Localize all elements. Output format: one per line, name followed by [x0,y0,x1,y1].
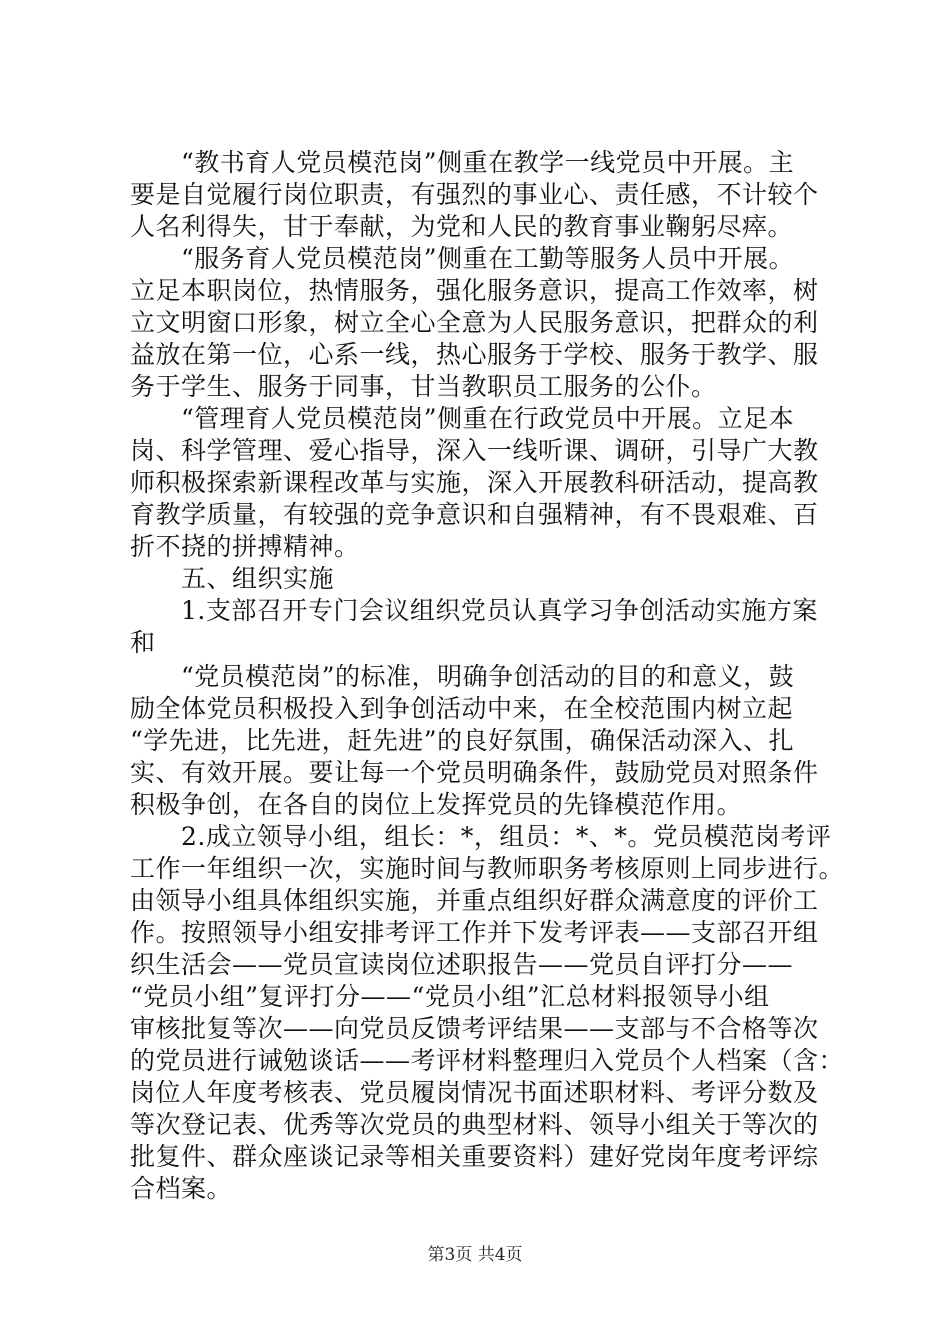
text-line: 积极争创，在各自的岗位上发挥党员的先锋模范作用。 [130,790,743,819]
text-line: 的党员进行诫勉谈话——考评材料整理归入党员个人档案（含： [130,1046,845,1075]
text-line: 要是自觉履行岗位职责，有强烈的事业心、责任感，不计较个 [130,180,819,209]
text-line: 批复件、群众座谈记录等相关重要资料）建好党岗年度考评综 [130,1142,819,1171]
text-line: 师积极探索新课程改革与实施，深入开展教科研活动，提高教 [130,468,819,497]
page-footer: 第3页 共4页 [427,1245,523,1265]
text-line: 励全体党员积极投入到争创活动中来，在全校范围内树立起 [130,694,794,723]
text-line: 务于学生、服务于同事，甘当教职员工服务的公仆。 [130,372,717,401]
text-line: “服务育人党员模范岗”侧重在工勤等服务人员中开展。 [130,244,795,273]
text-line: 由领导小组具体组织实施，并重点组织好群众满意度的评价工 [130,886,819,915]
text-line: 和 [130,628,156,657]
text-line: “学先进，比先进，赶先进”的良好氛围，确保活动深入、扎 [130,726,795,755]
text-line: 合档案。 [130,1174,233,1203]
text-line: 1.支部召开专门会议组织党员认真学习争创活动实施方案 [130,596,818,625]
text-line: 审核批复等次——向党员反馈考评结果——支部与不合格等次 [130,1014,819,1043]
text-line: “党员小组”复评打分——“党员小组”汇总材料报领导小组 [130,982,770,1011]
text-line: “教书育人党员模范岗”侧重在教学一线党员中开展。主 [130,148,795,177]
text-line: 折不挠的拼搏精神。 [130,532,360,561]
text-line: 立文明窗口形象，树立全心全意为人民服务意识，把群众的利 [130,308,819,337]
text-line: 育教学质量，有较强的竞争意识和自强精神，有不畏艰难、百 [130,500,819,529]
text-line: “管理育人党员模范岗”侧重在行政党员中开展。立足本 [130,404,795,433]
text-line: 等次登记表、优秀等次党员的典型材料、领导小组关于等次的 [130,1110,819,1139]
text-line: 岗、科学管理、爱心指导，深入一线听课、调研，引导广大教 [130,436,819,465]
text-line: 人名利得失，甘于奉献，为党和人民的教育事业鞠躬尽瘁。 [130,212,794,241]
text-line: 岗位人年度考核表、党员履岗情况书面述职材料、考评分数及 [130,1078,819,1107]
text-line: 工作一年组织一次，实施时间与教师职务考核原则上同步进行。 [130,854,845,883]
text-line: “党员模范岗”的标准，明确争创活动的目的和意义，鼓 [130,662,795,691]
text-line: 立足本职岗位，热情服务，强化服务意识，提高工作效率，树 [130,276,819,305]
text-line: 作。按照领导小组安排考评工作并下发考评表——支部召开组 [130,918,819,947]
text-line: 织生活会——党员宣读岗位述职报告——党员自评打分—— [130,950,794,979]
text-line: 实、有效开展。要让每一个党员明确条件，鼓励党员对照条件 [130,758,819,787]
section-heading: 五、组织实施 [130,564,335,593]
text-line: 2.成立领导小组，组长：*，组员：*、*。党员模范岗考评 [130,822,832,851]
text-line: 益放在第一位，心系一线，热心服务于学校、服务于教学、服 [130,340,819,369]
